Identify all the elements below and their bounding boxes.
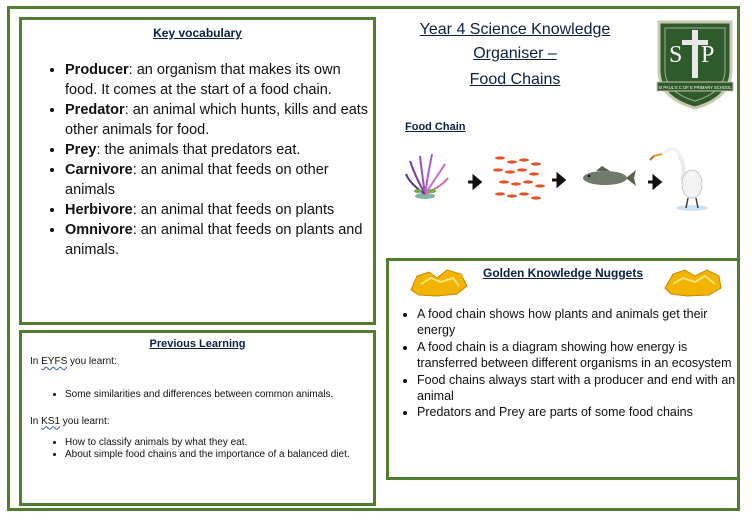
ks1-item: • About simple food chains and the importance of a balanced diet. [65,449,373,462]
nuggets-list [389,306,737,421]
golden-nuggets-heading: Golden Knowledge Nuggets [482,266,643,280]
ks1-list [22,437,373,462]
nugget-item: • Food chains always start with a producer and end with an animal [417,372,737,405]
arrow-icon [552,175,564,185]
vocab-list [22,60,373,260]
title-line-3: Food Chains [469,71,561,88]
key-vocabulary-heading: Key vocabulary [153,26,242,40]
title-line-2: Organiser – [473,45,557,62]
vocab-item-prey: • Prey: the animals that predators eat. [65,140,373,160]
eyfs-list [22,389,373,402]
ks1-item: • How to classify animals by what they eat. [65,437,373,450]
school-crest-icon [655,18,735,110]
small-fish-shoal-icon [493,156,545,199]
title-line-1: Year 4 Science Knowledge [419,21,611,38]
eyfs-lead: In EYFS you learnt: [30,356,117,367]
fish-icon [583,166,636,186]
vocab-item-predator: • Predator: an animal which hunts, kills and eats other animals for food. [65,100,373,140]
vocab-item-omnivore: • Omnivore: an animal that feeds on plants and animals. [65,220,373,260]
svg-text:P: P [701,42,715,68]
crest-motto: St PAUL'S C OF E PRIMARY SCHOOL [658,85,732,90]
food-chain-label: Food Chain [405,121,466,133]
nugget-item: • A food chain is a diagram showing how energy is transferred between different organisms in an ecosystem [417,339,737,372]
gold-nugget-icon [661,264,725,298]
previous-learning-panel [19,330,376,506]
key-vocabulary-panel [19,17,376,325]
arrow-icon [648,177,660,187]
nugget-item: • A food chain shows how plants and animals get their energy [417,306,737,339]
food-chain-diagram [400,136,720,216]
plant-icon [406,154,448,199]
vocab-item-producer: • Producer: an organism that makes its own food. It comes at the start of a food chain. [65,60,373,100]
ks1-lead: In KS1 you learnt: [30,415,110,427]
page-title [400,18,630,92]
vocab-item-herbivore: • Herbivore: an animal that feeds on plants [65,200,373,220]
nugget-item: • Predators and Prey are parts of some food chains [417,404,737,420]
arrow-icon [468,177,480,187]
vocab-item-carnivore: • Carnivore: an animal that feeds on other animals [65,160,373,200]
previous-learning-heading: Previous Learning [149,338,246,350]
eyfs-item: • Some similarities and differences between common animals. [65,389,373,402]
svg-text:S: S [669,42,683,68]
gold-nugget-icon [407,264,471,298]
golden-nuggets-panel [386,258,740,480]
